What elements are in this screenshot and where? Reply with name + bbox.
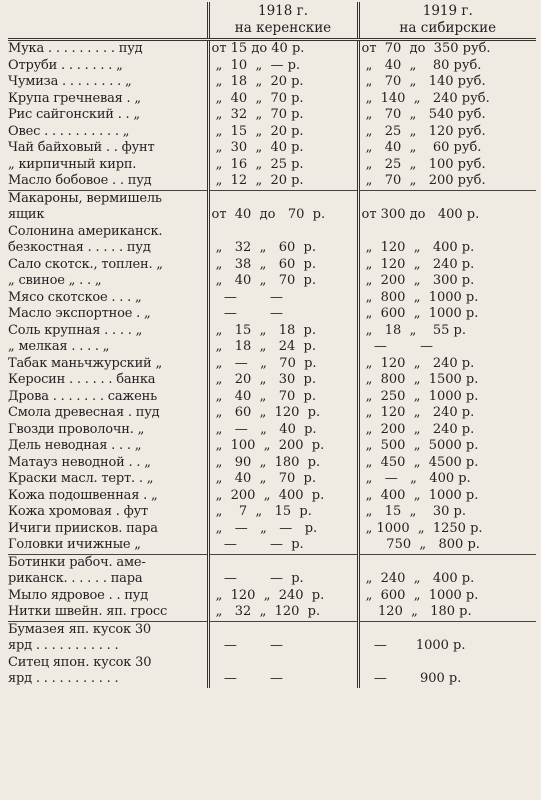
price-1919-value: „ 400 „ 1000 р. [361, 487, 479, 503]
price-1918-value: „ 10 „ — р. [211, 57, 301, 73]
table-row [8, 306, 536, 323]
price-1919 [358, 207, 536, 224]
price-1918-value: „ 40 „ 70 р. [211, 471, 316, 486]
price-1918-value: — — р. [211, 571, 304, 586]
price-1919-value: „ 15 „ 30 р. [361, 504, 466, 519]
price-1918 [208, 471, 358, 488]
price-1918 [208, 389, 358, 406]
table-row [8, 554, 536, 571]
price-1918 [208, 554, 358, 571]
table-row [8, 323, 536, 340]
price-1919 [358, 438, 536, 455]
table-body [8, 40, 536, 688]
table-row [8, 40, 536, 58]
price-1918-value: „ 40 „ 70 р. [211, 388, 316, 404]
table-row [8, 207, 536, 224]
price-1919-value: „ 800 „ 1500 р. [361, 372, 479, 387]
commodity-name: Кожа подошвенная . „ [8, 487, 158, 503]
price-1918 [208, 157, 358, 174]
commodity-name: Керосин . . . . . . банка [8, 372, 156, 387]
price-1919-value: — — [361, 339, 433, 354]
price-1918 [208, 372, 358, 389]
price-1919 [358, 588, 536, 605]
price-1919 [358, 273, 536, 290]
table-row [8, 140, 536, 157]
price-1918-value: — — р. [211, 537, 304, 552]
price-1919 [358, 521, 536, 538]
table-row [8, 537, 536, 554]
commodity-name: Соль крупная . . . . „ [8, 322, 143, 338]
price-1919-value: „ 120 „ 240 р. [361, 355, 475, 371]
price-1918-value: „ — „ — р. [211, 520, 318, 536]
commodity-name: Масло экспортное . „ [8, 306, 151, 321]
table-row [8, 422, 536, 439]
price-1918 [208, 240, 358, 257]
price-1918-value: „ 16 „ 25 р. [211, 156, 304, 172]
price-1918-value: „ — „ 70 р. [211, 355, 317, 371]
price-1918 [208, 655, 358, 672]
price-1919 [358, 356, 536, 373]
price-1919 [358, 455, 536, 472]
table-row [8, 571, 536, 588]
price-1918 [208, 356, 358, 373]
price-1919 [358, 290, 536, 307]
price-table [8, 2, 536, 688]
price-1918 [208, 190, 358, 207]
price-1918 [208, 140, 358, 157]
price-1919 [358, 74, 536, 91]
commodity-name: Гвозди проволочн. „ [8, 421, 145, 437]
table-row [8, 91, 536, 108]
commodity-name: Мясо скотское . . . „ [8, 289, 142, 305]
price-1918 [208, 537, 358, 554]
commodity-name: Ботинки рабоч. аме- [8, 554, 146, 570]
price-1919-value: „ 120 „ 400 р. [361, 240, 475, 255]
price-1919 [358, 571, 536, 588]
price-1919 [358, 471, 536, 488]
header-1919-currency: на сибирские [399, 20, 497, 36]
price-1919 [358, 389, 536, 406]
commodity-name: Солонина американск. [8, 223, 163, 239]
price-1918-value: „ 18 „ 20 р. [211, 74, 304, 89]
price-1919-value: „ 600 „ 1000 р. [361, 587, 479, 603]
table-row [8, 621, 536, 638]
price-1919-value: 750 „ 800 р. [361, 537, 480, 552]
price-1918-value: „ 15 „ 20 р. [211, 123, 304, 139]
price-1918 [208, 224, 358, 241]
price-1919-value: „ 600 „ 1000 р. [361, 306, 479, 321]
table-row [8, 157, 536, 174]
price-1918 [208, 488, 358, 505]
price-1918 [208, 91, 358, 108]
table-row [8, 488, 536, 505]
price-1918-value: от 40 до 70 р. [211, 207, 326, 222]
price-1919-value: „ 25 „ 120 руб. [361, 123, 486, 139]
table-row [8, 290, 536, 307]
price-1919 [358, 124, 536, 141]
table-row [8, 521, 536, 538]
commodity-name: Кожа хромовая . фут [8, 504, 149, 519]
price-1918 [208, 638, 358, 655]
price-1919-value: — 900 р. [361, 671, 462, 686]
price-1919 [358, 422, 536, 439]
price-1918-value: „ 30 „ 40 р. [211, 140, 304, 155]
price-1918 [208, 323, 358, 340]
commodity-name: Макароны, вермишель [8, 190, 162, 206]
table-row [8, 455, 536, 472]
price-1919-value: „ 800 „ 1000 р. [361, 289, 479, 305]
price-1918 [208, 588, 358, 605]
table-row [8, 471, 536, 488]
commodity-name: „ мелкая . . . . „ [8, 339, 110, 354]
price-1919 [358, 537, 536, 554]
price-1918 [208, 604, 358, 621]
table-row [8, 671, 536, 688]
price-1918-value: „ 60 „ 120 р. [211, 405, 321, 420]
price-1919 [358, 671, 536, 688]
table-row [8, 190, 536, 207]
price-1919-value: „ 140 „ 240 руб. [361, 90, 490, 106]
header-row [8, 2, 536, 40]
price-1919 [358, 504, 536, 521]
price-1918 [208, 438, 358, 455]
price-1918 [208, 40, 358, 58]
commodity-name: Масло бобовое . . пуд [8, 173, 208, 190]
price-1919-value: „ 120 „ 240 р. [361, 405, 475, 420]
table-row [8, 405, 536, 422]
price-1919-value: 120 „ 180 р. [361, 604, 472, 619]
commodity-name: Чумиза . . . . . . . . „ [8, 74, 132, 89]
price-1919-value: „ 18 „ 55 р. [361, 322, 466, 338]
price-1919 [358, 40, 536, 58]
commodity-name: Головки ичижные „ [8, 537, 208, 554]
price-1919-value: „ — „ 400 р. [361, 471, 471, 486]
price-1919 [358, 107, 536, 124]
commodity-name: Чай байховый . . фунт [8, 140, 155, 155]
price-1918-value: „ 100 „ 200 р. [211, 438, 325, 453]
price-1918-value: „ 15 „ 18 р. [211, 322, 316, 338]
price-1918-value: „ 32 „ 120 р. [211, 604, 321, 619]
price-1919 [358, 488, 536, 505]
table-row [8, 588, 536, 605]
price-1918 [208, 422, 358, 439]
price-1918 [208, 521, 358, 538]
price-1918-value: „ 12 „ 20 р. [211, 173, 304, 188]
commodity-name: „ кирпичный кирп. [8, 156, 137, 172]
price-1918-value: „ 200 „ 400 р. [211, 487, 325, 503]
price-1918 [208, 58, 358, 75]
header-1918-year: 1918 г. [257, 3, 308, 19]
price-1918-value: „ 40 „ 70 р. [211, 273, 316, 288]
table-row [8, 438, 536, 455]
commodity-name: Дель неводная . . . „ [8, 438, 142, 453]
commodity-name: ярд . . . . . . . . . . . [8, 638, 119, 653]
price-1919 [358, 140, 536, 157]
commodity-name: Табак маньчжурский „ [8, 355, 162, 371]
price-1919 [358, 638, 536, 655]
price-1918-value: „ 7 „ 15 р. [211, 504, 312, 519]
price-1919-value: „ 40 „ 60 руб. [361, 140, 482, 155]
table-row [8, 107, 536, 124]
price-1918 [208, 207, 358, 224]
table-row [8, 638, 536, 655]
price-1919 [358, 224, 536, 241]
price-1918 [208, 455, 358, 472]
price-1919-value: „ 70 „ 200 руб. [361, 173, 486, 188]
price-1918 [208, 74, 358, 91]
price-1919 [358, 173, 536, 190]
header-1919 [358, 2, 536, 40]
header-1918-currency: на керенские [234, 20, 332, 36]
price-1918-value: „ 40 „ 70 р. [211, 90, 304, 106]
price-1919 [358, 604, 536, 621]
price-1919-value: „ 500 „ 5000 р. [361, 438, 479, 453]
price-1918-value: — — [211, 638, 283, 653]
price-1919 [358, 91, 536, 108]
commodity-name: Овес . . . . . . . . . . „ [8, 123, 130, 139]
price-1919-value: „ 200 „ 300 р. [361, 273, 475, 288]
price-1919-value: „ 250 „ 1000 р. [361, 388, 479, 404]
price-1918 [208, 671, 358, 688]
table-row [8, 372, 536, 389]
price-1919-value: „ 240 „ 400 р. [361, 571, 475, 586]
price-1918-value: от 15 до 40 р. [211, 41, 305, 56]
price-1918-value: „ 32 „ 70 р. [211, 107, 304, 122]
price-1919-value: от 300 до 400 р. [361, 207, 480, 222]
table-row [8, 224, 536, 241]
price-1918 [208, 124, 358, 141]
commodity-name: Рис сайгонский . . „ [8, 107, 140, 122]
price-1918-value: — — [211, 671, 283, 686]
table-row [8, 389, 536, 406]
commodity-name: „ свиное „ . . „ [8, 273, 102, 288]
commodity-name: риканск. . . . . . пара [8, 571, 143, 586]
table-row [8, 655, 536, 672]
table-row [8, 257, 536, 274]
commodity-name: Смола древесная . пуд [8, 405, 160, 420]
commodity-name: ярд . . . . . . . . . . . [8, 671, 119, 686]
price-1918-value: „ 38 „ 60 р. [211, 256, 316, 272]
price-1919-value: „ 450 „ 4500 р. [361, 454, 479, 470]
price-1919 [358, 306, 536, 323]
price-1918 [208, 571, 358, 588]
price-1919 [358, 621, 536, 638]
commodity-name: Отруби . . . . . . . „ [8, 57, 123, 73]
table-header [8, 2, 536, 40]
price-1919-value: — 1000 р. [361, 638, 466, 653]
price-1919 [358, 323, 536, 340]
price-1919 [358, 655, 536, 672]
commodity-name: Нитки швейн. яп. гросс [8, 604, 208, 621]
price-1919-value: „ 70 „ 140 руб. [361, 74, 486, 89]
price-1918-value: — — [211, 289, 283, 305]
price-1919 [358, 372, 536, 389]
commodity-name: Мыло ядровое . . пуд [8, 587, 149, 603]
commodity-name: Краски масл. терт. . „ [8, 471, 154, 486]
commodity-name: Ситец япон. кусок 30 [8, 654, 152, 670]
price-1918-value: „ 18 „ 24 р. [211, 339, 316, 354]
price-1918 [208, 173, 358, 190]
price-1919-value: „ 200 „ 240 р. [361, 421, 475, 437]
table-row [8, 58, 536, 75]
commodity-name: Ичиги приисков. пара [8, 520, 158, 536]
table-row [8, 504, 536, 521]
price-1918-value: „ 120 „ 240 р. [211, 587, 325, 603]
price-1919 [358, 58, 536, 75]
table-row [8, 240, 536, 257]
price-1918-value: „ 20 „ 30 р. [211, 372, 316, 387]
price-1918-value: „ — „ 40 р. [211, 421, 317, 437]
price-1919 [358, 339, 536, 356]
price-1919 [358, 190, 536, 207]
price-1919-value: „ 1000 „ 1250 р. [361, 520, 483, 536]
price-1918-value: — — [211, 306, 283, 321]
price-1918 [208, 621, 358, 638]
price-1919 [358, 554, 536, 571]
commodity-name: Крупа гречневая . „ [8, 90, 141, 106]
price-1919-value: от 70 до 350 руб. [361, 41, 491, 56]
price-1918 [208, 405, 358, 422]
table-row [8, 124, 536, 141]
price-1918-value: „ 90 „ 180 р. [211, 454, 321, 470]
price-1918-value: „ 32 „ 60 р. [211, 240, 316, 255]
price-1919 [358, 257, 536, 274]
header-empty-cell [8, 2, 208, 40]
commodity-name: безкостная . . . . . пуд [8, 240, 151, 255]
price-1919 [358, 240, 536, 257]
table-row [8, 339, 536, 356]
commodity-name: ящик [8, 207, 45, 222]
commodity-name: Бумазея яп. кусок 30 [8, 621, 151, 637]
price-1918 [208, 504, 358, 521]
price-1918 [208, 257, 358, 274]
header-1919-year: 1919 г. [422, 3, 473, 19]
table-row [8, 74, 536, 91]
table-row [8, 273, 536, 290]
table-row [8, 356, 536, 373]
header-1918 [208, 2, 358, 40]
price-1918 [208, 290, 358, 307]
commodity-name: Дрова . . . . . . . сажень [8, 388, 157, 404]
price-1919 [358, 157, 536, 174]
price-1919-value: „ 70 „ 540 руб. [361, 107, 486, 122]
price-1919-value: „ 40 „ 80 руб. [361, 57, 482, 73]
price-1918 [208, 273, 358, 290]
price-1919-value: „ 120 „ 240 р. [361, 256, 475, 272]
price-1918 [208, 339, 358, 356]
table-row [8, 173, 536, 190]
commodity-name: Мука . . . . . . . . . пуд [8, 41, 143, 56]
table-row [8, 604, 536, 621]
price-1918 [208, 107, 358, 124]
commodity-name: Сало скотск., топлен. „ [8, 256, 163, 272]
price-1918 [208, 306, 358, 323]
price-1919 [358, 405, 536, 422]
commodity-name: Матауз неводной . . „ [8, 454, 151, 470]
price-1919-value: „ 25 „ 100 руб. [361, 156, 486, 172]
